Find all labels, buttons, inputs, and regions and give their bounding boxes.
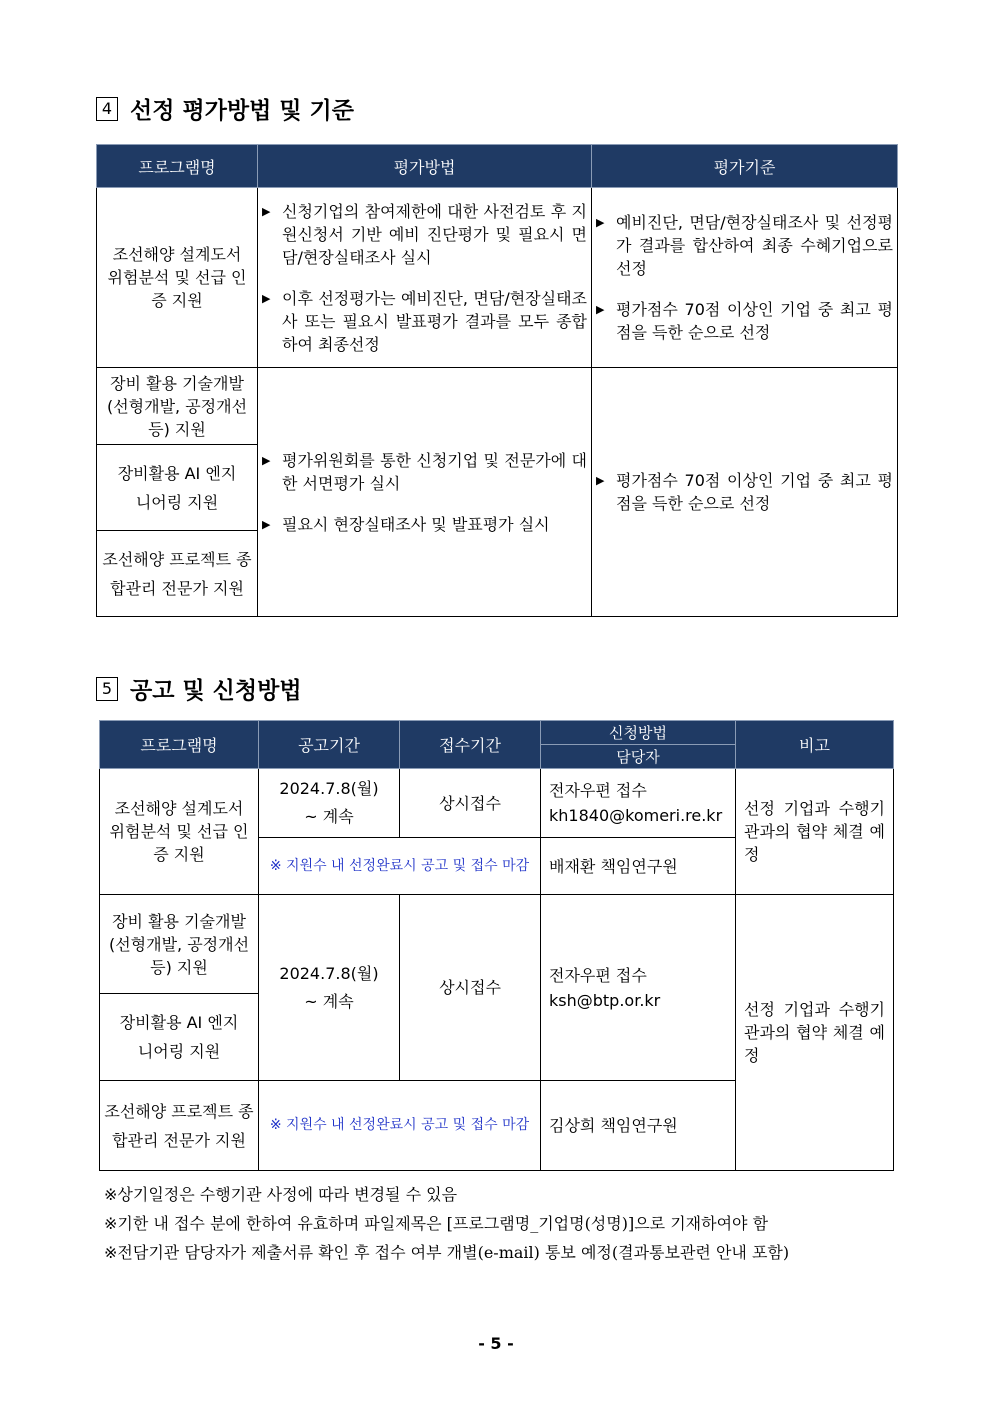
header-method: 신청방법 bbox=[541, 721, 736, 745]
program-name-cell: 조선해양 프로젝트 종합관리 전문가 지원 bbox=[97, 531, 258, 617]
note-item: ※ 상기일정은 수행기관 사정에 따라 변경될 수 있음 bbox=[104, 1185, 458, 1204]
section4-number: 4 bbox=[96, 97, 118, 121]
notes bbox=[104, 1180, 900, 1267]
page-number: - 5 - bbox=[478, 1334, 514, 1353]
application-row-2 bbox=[100, 895, 894, 994]
program-name-cell: 장비 활용 기술개발(선형개발, 공정개선 등) 지원 bbox=[97, 368, 258, 445]
section5-title bbox=[96, 672, 302, 705]
note-item: ※ 전담기관 담당자가 제출서류 확인 후 접수 여부 개별(e-mail) 통보 예정(결과통보관련 안내 포함) bbox=[104, 1243, 790, 1262]
section4-title-text: 선정 평가방법 및 기준 bbox=[130, 98, 354, 124]
method-cell bbox=[258, 188, 592, 368]
criteria-cell bbox=[592, 188, 898, 368]
application-table bbox=[99, 720, 894, 1171]
program-name-cell: 조선해양 프로젝트 종합관리 전문가 지원 bbox=[100, 1081, 259, 1171]
header-notice: 공고기간 bbox=[259, 721, 400, 769]
header-program: 프로그램명 bbox=[100, 721, 259, 769]
header-receipt: 접수기간 bbox=[400, 721, 541, 769]
method-item: ▶ 이후 선정평가는 예비진단, 면담/현장실태조사 또는 필요시 발표평가 결과를 모두 종합하여 최종선정 bbox=[262, 288, 587, 354]
program-name-cell: 조선해양 설계도서 위험분석 및 선급 인증 지원 bbox=[100, 769, 259, 895]
remark-cell: 선정 기업과 수행기관과의 협약 체결 예정 bbox=[736, 769, 894, 895]
header-method: 평가방법 bbox=[258, 145, 592, 188]
method-item: ▶ 필요시 현장실태조사 및 발표평가 실시 bbox=[262, 514, 550, 534]
criteria-item: ▶ 예비진단, 면담/현장실태조사 및 선정평가 결과를 합산하여 최종 수혜기업으로 선정 bbox=[596, 213, 893, 278]
contact-cell: 김상희 책임연구원 bbox=[541, 1081, 736, 1171]
program-name-cell: 장비 활용 기술개발(선형개발, 공정개선 등) 지원 bbox=[100, 895, 259, 994]
criteria-item: ▶ 평가점수 70점 이상인 기업 중 최고 평점을 득한 순으로 선정 bbox=[596, 471, 893, 513]
receipt-period-cell: 상시접수 bbox=[400, 769, 541, 838]
program-name-cell: 장비활용 AI 엔지니어링 지원 bbox=[100, 994, 259, 1081]
receipt-period-cell: 상시접수 bbox=[400, 895, 541, 1081]
deadline-note: ※ 지원수 내 선정완료시 공고 및 접수 마감 bbox=[259, 1081, 541, 1171]
email-link[interactable]: ksh@btp.or.kr bbox=[549, 990, 661, 1010]
method-cell: 전자우편 접수 kh1840@komeri.re.kr bbox=[541, 769, 736, 838]
section5-title-text: 공고 및 신청방법 bbox=[130, 678, 302, 704]
evaluation-table bbox=[96, 144, 898, 617]
note-item: ※ 기한 내 접수 분에 한하여 유효하며 파일제목은 [프로그램명_기업명(성명)]으로 기재하여야 함 bbox=[104, 1214, 769, 1233]
evaluation-header-row bbox=[97, 145, 898, 188]
section5-number: 5 bbox=[96, 677, 118, 701]
deadline-note: ※ 지원수 내 선정완료시 공고 및 접수 마감 bbox=[259, 838, 541, 895]
header-criteria: 평가기준 bbox=[592, 145, 898, 188]
notice-period-cell: 2024.7.8(월) ~ 계속 bbox=[259, 769, 400, 838]
program-name-cell: 장비활용 AI 엔지니어링 지원 bbox=[97, 445, 258, 531]
header-contact: 담당자 bbox=[541, 745, 736, 769]
evaluation-row-2 bbox=[97, 368, 898, 445]
remark-cell: 선정 기업과 수행기관과의 협약 체결 예정 bbox=[736, 895, 894, 1171]
criteria-item: ▶ 평가점수 70점 이상인 기업 중 최고 평점을 득한 순으로 선정 bbox=[596, 300, 893, 342]
header-program: 프로그램명 bbox=[97, 145, 258, 188]
criteria-cell bbox=[592, 368, 898, 617]
method-cell bbox=[258, 368, 592, 617]
section4-title bbox=[96, 92, 354, 125]
contact-cell: 배재환 책임연구원 bbox=[541, 838, 736, 895]
notice-period-cell: 2024.7.8(월) ~ 계속 bbox=[259, 895, 400, 1081]
method-cell: 전자우편 접수 ksh@btp.or.kr bbox=[541, 895, 736, 1081]
evaluation-row-1 bbox=[97, 188, 898, 368]
program-name-cell: 조선해양 설계도서 위험분석 및 선급 인증 지원 bbox=[97, 188, 258, 368]
email-link[interactable]: kh1840@komeri.re.kr bbox=[549, 806, 723, 825]
method-item: ▶ 신청기업의 참여제한에 대한 사전검토 후 지원신청서 기반 예비 진단평가 및 필요시 면담/현장실태조사 실시 bbox=[262, 201, 587, 267]
method-item: ▶ 평가위원회를 통한 신청기업 및 전문가에 대한 서면평가 실시 bbox=[262, 450, 587, 493]
application-header-row bbox=[100, 721, 894, 745]
header-remark: 비고 bbox=[736, 721, 894, 769]
application-row-1 bbox=[100, 769, 894, 838]
